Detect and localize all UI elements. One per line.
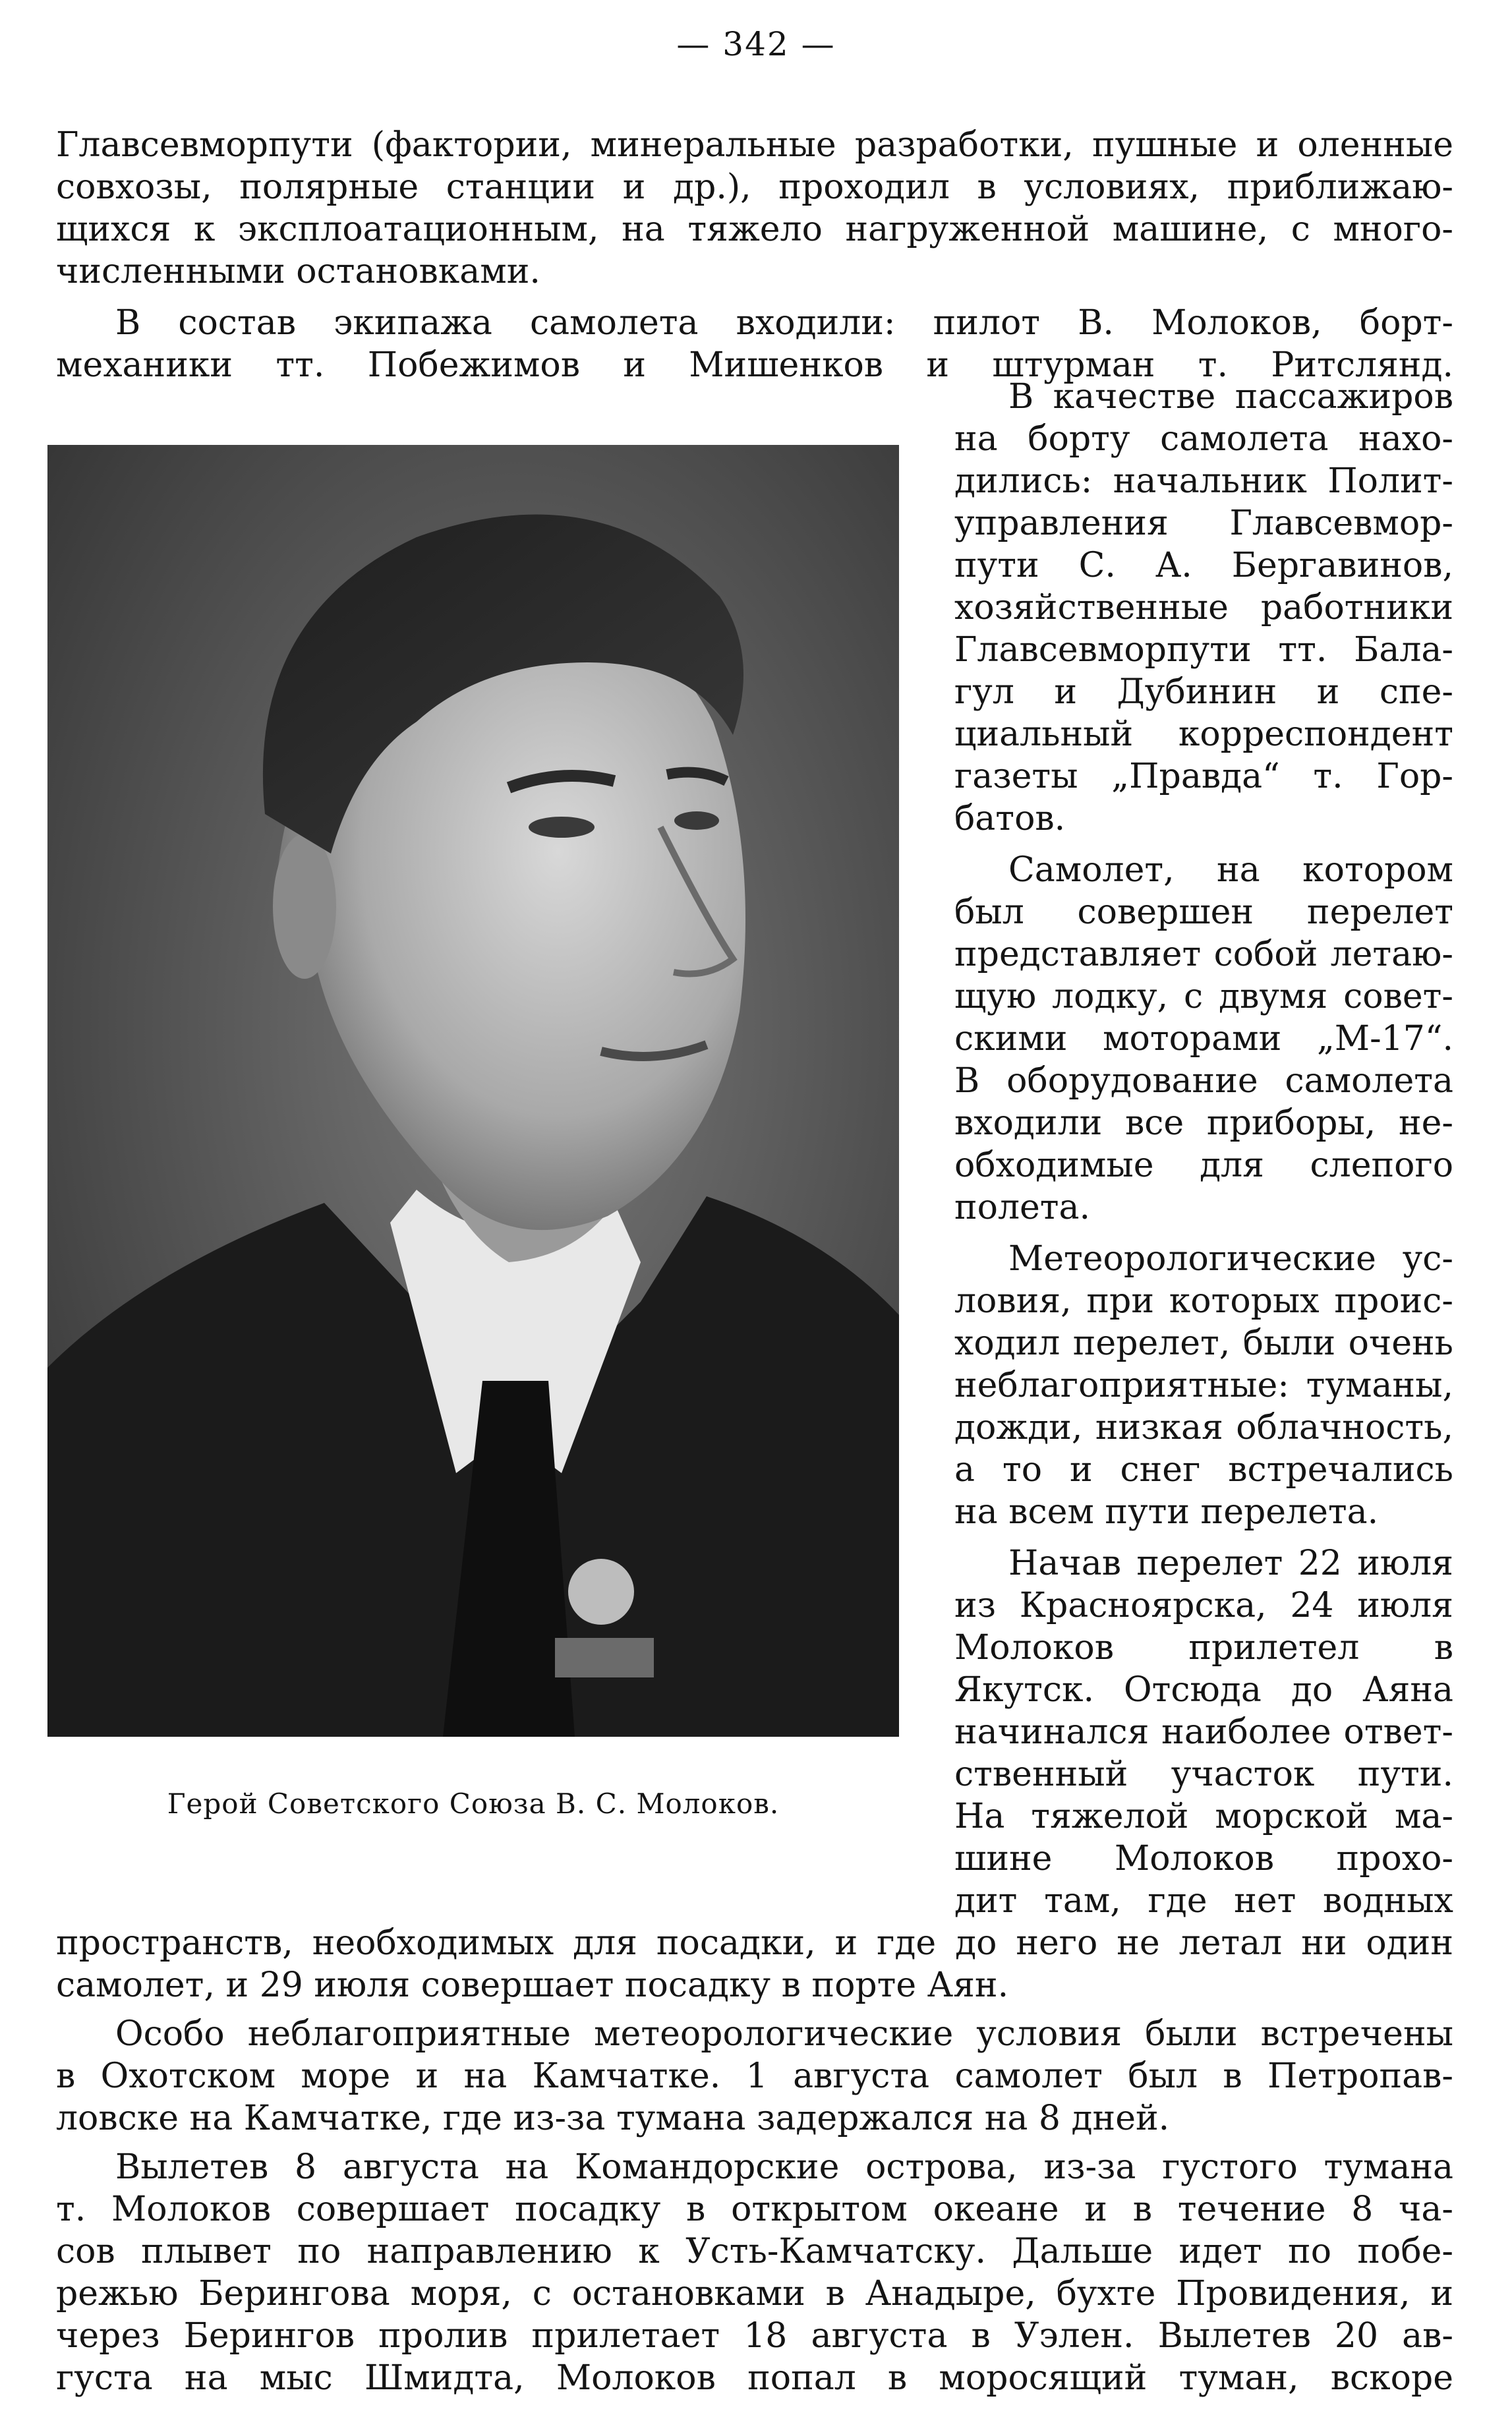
text-line: ловске на Камчатке, где из-за тумана задержался на 8 дней. [56, 2099, 1170, 2138]
column-line: Начав перелет 22 июля [1008, 1544, 1453, 1583]
column-line: представляет собой летаю- [954, 935, 1453, 974]
column-line: Молоков прилетел в [954, 1628, 1453, 1668]
text-line: густа на мыс Шмидта, Молоков попал в моросящий туман, вскоре [56, 2358, 1453, 2398]
column-line: дожди, низкая облачность, [954, 1408, 1453, 1447]
text-line: Главсевморпути (фактории, минеральные разработки, пушные и оленные [56, 125, 1453, 165]
column-line: обходимые для слепого [954, 1146, 1453, 1185]
column-line: На тяжелой морской ма- [954, 1797, 1453, 1836]
column-line: В качестве пассажиров [1008, 377, 1453, 417]
text-line: самолет, и 29 июля совершает посадку в порте Аян. [56, 1965, 1009, 2005]
photo-caption: Герой Советского Союза В. С. Молоков. [167, 1788, 780, 1820]
column-line: хозяйственные работники [954, 588, 1453, 627]
column-line: на всем пути перелета. [954, 1492, 1379, 1532]
text-line: т. Молоков совершает посадку в открытом океане и в течение 8 ча- [56, 2190, 1453, 2229]
column-line: Якутск. Отсюда до Аяна [954, 1670, 1453, 1710]
column-line: ственный участок пути. [954, 1755, 1453, 1794]
column-line: пути С. А. Бергавинов, [954, 546, 1453, 585]
text-line: сов плывет по направлению к Усть-Камчатску. Дальше идет по побе- [56, 2232, 1453, 2271]
column-line: скими моторами „М-17“. [954, 1019, 1453, 1059]
text-line: в Охотском море и на Камчатке. 1 августа самолет был в Петропав- [56, 2056, 1453, 2096]
column-line: неблагоприятные: туманы, [954, 1366, 1453, 1405]
text-line: пространств, необходимых для посадки, и где до него не летал ни один [56, 1923, 1453, 1963]
column-line: а то и снег встречались [954, 1450, 1453, 1490]
column-line: управления Главсевмор- [954, 504, 1453, 543]
text-line: щихся к эксплоатационным, на тяжело нагруженной машине, с много- [56, 210, 1453, 249]
column-line: входили все приборы, не- [954, 1103, 1453, 1143]
column-line: дит там, где нет водных [954, 1881, 1453, 1921]
text-line: Особо неблагоприятные метеорологические условия были встречены [115, 2014, 1453, 2054]
column-line: гул и Дубинин и спе- [954, 672, 1453, 712]
column-line: Главсевморпути тт. Бала- [954, 630, 1453, 670]
text-line: численными остановками. [56, 252, 540, 291]
column-line: из Красноярска, 24 июля [954, 1586, 1453, 1625]
column-line: дились: начальник Полит- [954, 461, 1453, 501]
column-line: батов. [954, 799, 1066, 838]
column-line: щую лодку, с двумя совет- [954, 977, 1453, 1016]
text-line: совхозы, полярные станции и др.), проходил в условиях, приближаю- [56, 167, 1453, 207]
column-line: циальный корреспондент [954, 714, 1453, 754]
column-line: Метеорологические ус- [1008, 1239, 1453, 1279]
column-line: шине Молоков прохо- [954, 1839, 1453, 1878]
column-line: Самолет, на котором [1008, 850, 1453, 890]
page-number: — 342 — [676, 25, 836, 63]
text-line: механики тт. Побежимов и Мишенков и штурман т. Ритслянд. [56, 345, 1453, 385]
text-line: Вылетев 8 августа на Командорские острова, из-за густого тумана [115, 2147, 1453, 2187]
column-line: был совершен перелет [954, 892, 1453, 932]
column-line: газеты „Правда“ т. Гор- [954, 757, 1453, 796]
text-line: В состав экипажа самолета входили: пилот В. Молоков, борт- [115, 303, 1453, 343]
column-line: на борту самолета нахо- [954, 419, 1453, 459]
column-line: полета. [954, 1188, 1091, 1227]
portrait-illustration [47, 445, 899, 1737]
column-line: В оборудование самолета [954, 1061, 1453, 1101]
column-line: ходил перелет, были очень [954, 1324, 1453, 1363]
text-line: режью Берингова моря, с остановками в Анадыре, бухте Провидения, и [56, 2274, 1453, 2313]
portrait-photo [47, 445, 899, 1737]
column-line: ловия, при которых проис- [954, 1281, 1453, 1321]
text-line: через Берингов пролив прилетает 18 августа в Уэлен. Вылетев 20 ав- [56, 2316, 1453, 2356]
column-line: начинался наиболее ответ- [954, 1712, 1453, 1752]
